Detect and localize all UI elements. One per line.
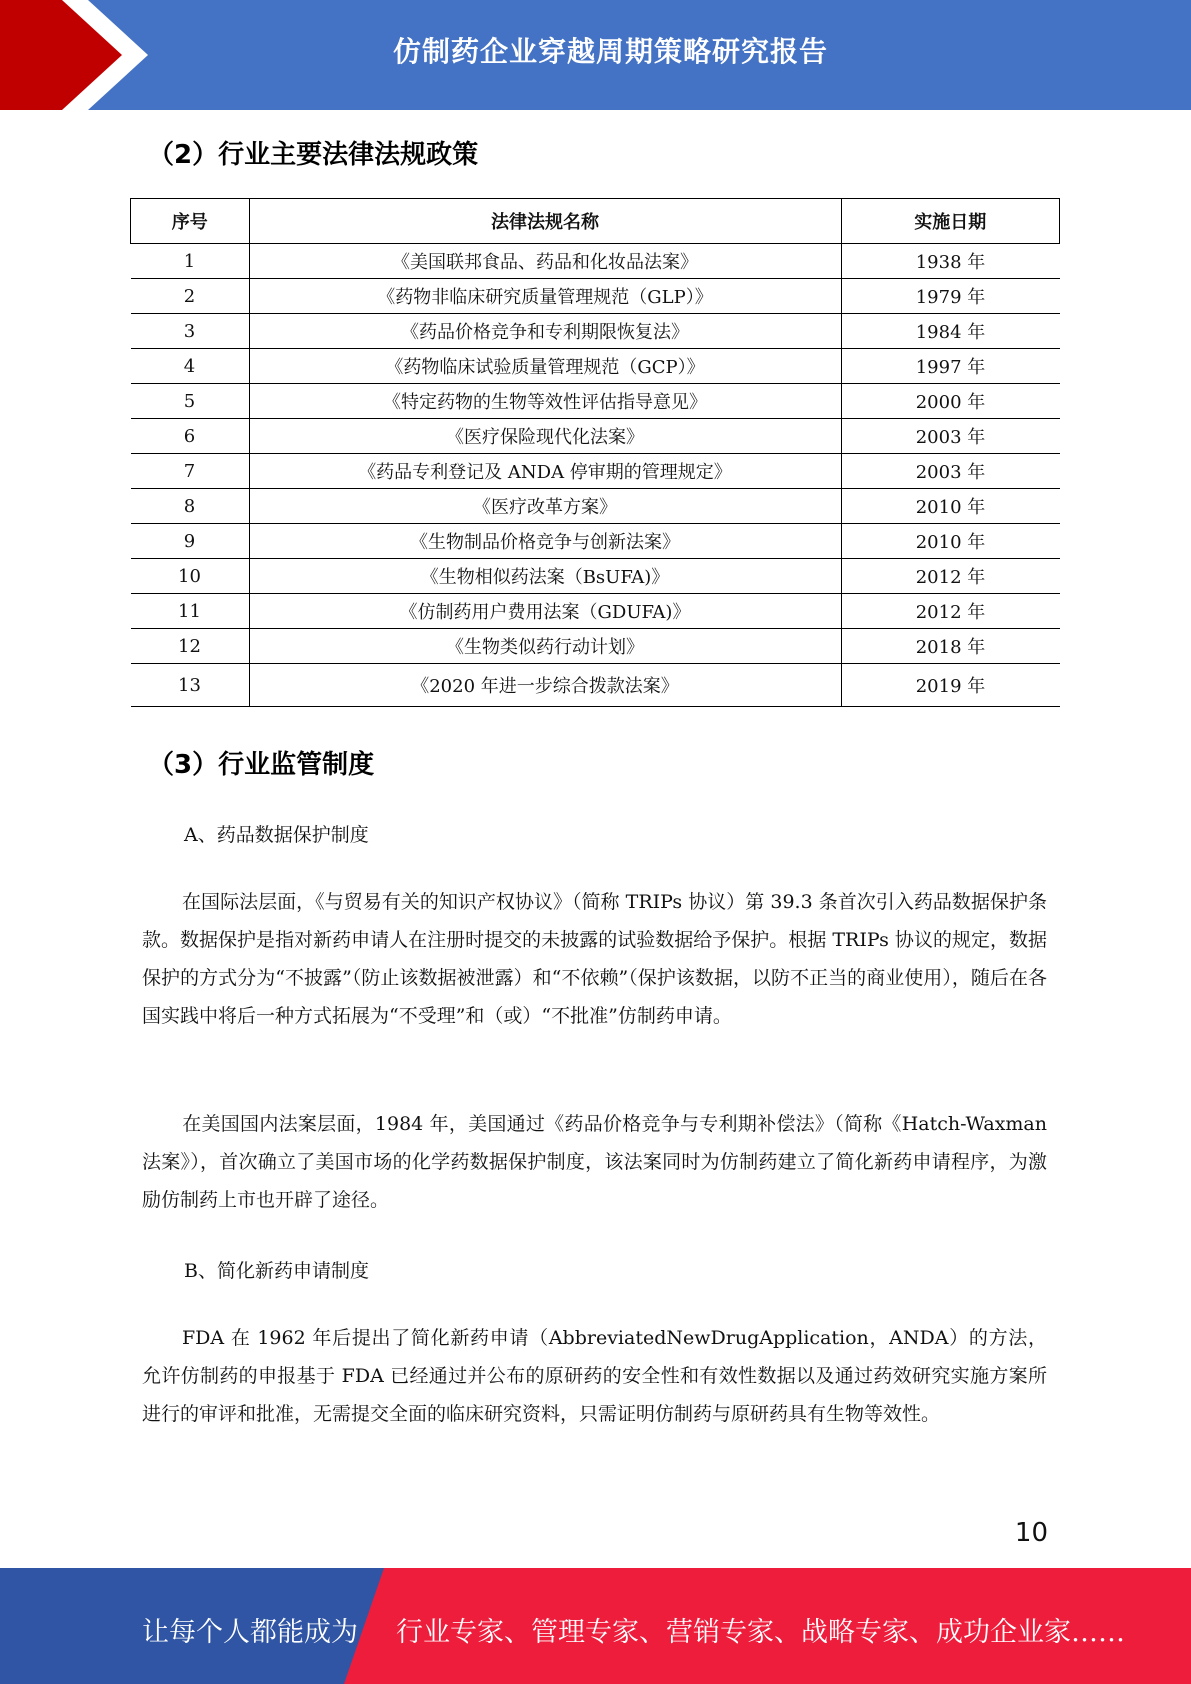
footer-slogan-left: 让每个人都能成为 [142,1617,358,1648]
header-title: 仿制药企业穿越周期策略研究报告 [392,35,828,68]
column-header-name: 法律法规名称 [249,199,841,244]
row-index: 8 [131,489,250,524]
row-index: 11 [131,594,250,629]
row-law-name: 《生物类似药行动计划》 [249,629,841,664]
row-date: 2012 年 [841,594,1060,629]
row-date: 2003 年 [841,419,1060,454]
subheading-anda: B、简化新药申请制度 [184,1260,369,1282]
column-header-date: 实施日期 [841,199,1060,244]
row-index: 4 [131,349,250,384]
row-index: 7 [131,454,250,489]
row-law-name: 《药物临床试验质量管理规范（GCP）》 [249,349,841,384]
table-row [131,629,1060,664]
row-index: 1 [131,244,250,279]
row-law-name: 《生物制品价格竞争与创新法案》 [249,524,841,559]
row-index: 13 [131,664,250,707]
paragraph-trips [142,883,1047,1035]
row-date: 1938 年 [841,244,1060,279]
table-row [131,384,1060,419]
row-law-name: 《药物非临床研究质量管理规范（GLP）》 [249,279,841,314]
paragraph-anda-text: FDA 在 1962 年后提出了简化新药申请（AbbreviatedNewDrugApplication，ANDA）的方法，允许仿制药的申报基于 FDA 已经通过并公布的原研药的安全性和有效性数据以及通过药效研究实施方案所进行的审评和批准，无需提交全面的临床研究资料，只需证明仿制药与原研药具有生物等效性。 [142,1327,1047,1425]
row-index: 10 [131,559,250,594]
footer-slogan-right: 行业专家、管理专家、营销专家、战略专家、成功企业家…… [396,1617,1125,1648]
row-date: 2012 年 [841,559,1060,594]
paragraph-anda [142,1319,1047,1433]
table-row [131,279,1060,314]
row-law-name: 《2020 年进一步综合拨款法案》 [249,664,841,707]
row-index: 5 [131,384,250,419]
table-row [131,559,1060,594]
table-row [131,524,1060,559]
row-law-name: 《药品价格竞争和专利期限恢复法》 [249,314,841,349]
row-law-name: 《药品专利登记及 ANDA 停审期的管理规定》 [249,454,841,489]
page-number: 10 [1014,1518,1048,1548]
column-header-index: 序号 [131,199,250,244]
row-date: 1979 年 [841,279,1060,314]
row-law-name: 《仿制药用户费用法案（GDUFA)》 [249,594,841,629]
row-date: 1997 年 [841,349,1060,384]
row-index: 12 [131,629,250,664]
section-2-title: （2）行业主要法律法规政策 [148,140,479,170]
row-index: 2 [131,279,250,314]
row-index: 3 [131,314,250,349]
table-row [131,664,1060,707]
table-row [131,244,1060,279]
table-row [131,489,1060,524]
page-header [0,0,1191,110]
row-law-name: 《生物相似药法案（BsUFA)》 [249,559,841,594]
row-index: 9 [131,524,250,559]
table-row [131,594,1060,629]
table-row [131,419,1060,454]
table-row [131,349,1060,384]
subheading-data-protection: A、药品数据保护制度 [184,824,369,846]
row-date: 2003 年 [841,454,1060,489]
row-date: 2010 年 [841,489,1060,524]
row-date: 2000 年 [841,384,1060,419]
row-date: 1984 年 [841,314,1060,349]
table-row [131,454,1060,489]
table-row [131,314,1060,349]
page-footer [0,1568,1191,1684]
row-date: 2019 年 [841,664,1060,707]
row-date: 2010 年 [841,524,1060,559]
row-law-name: 《医疗保险现代化法案》 [249,419,841,454]
row-law-name: 《医疗改革方案》 [249,489,841,524]
laws-table [130,198,1060,707]
section-3-title: （3）行业监管制度 [148,750,375,780]
table-header-row [131,199,1060,244]
row-index: 6 [131,419,250,454]
row-law-name: 《特定药物的生物等效性评估指导意见》 [249,384,841,419]
paragraph-trips-text: 在国际法层面，《与贸易有关的知识产权协议》（简称 TRIPs 协议）第 39.3 条首次引入药品数据保护条款。数据保护是指对新药申请人在注册时提交的未披露的试验数据给予保护。根据 TRIPs 协议的规定，数据保护的方式分为“不披露”（防止该数据被泄露）和“不依赖”（保护该数据，以防不正当的商业使用），随后在各国实践中将后一种方式拓展为“不受理”和（或）“不批准”仿制药申请。 [142,891,1047,1027]
paragraph-hatch-waxman-text: 在美国国内法案层面，1984 年，美国通过《药品价格竞争与专利期补偿法》（简称《Hatch-Waxman 法案》），首次确立了美国市场的化学药数据保护制度，该法案同时为仿制药建立了简化新药申请程序，为激励仿制药上市也开辟了途径。 [142,1113,1047,1211]
row-law-name: 《美国联邦食品、药品和化妆品法案》 [249,244,841,279]
paragraph-hatch-waxman [142,1105,1047,1219]
row-date: 2018 年 [841,629,1060,664]
